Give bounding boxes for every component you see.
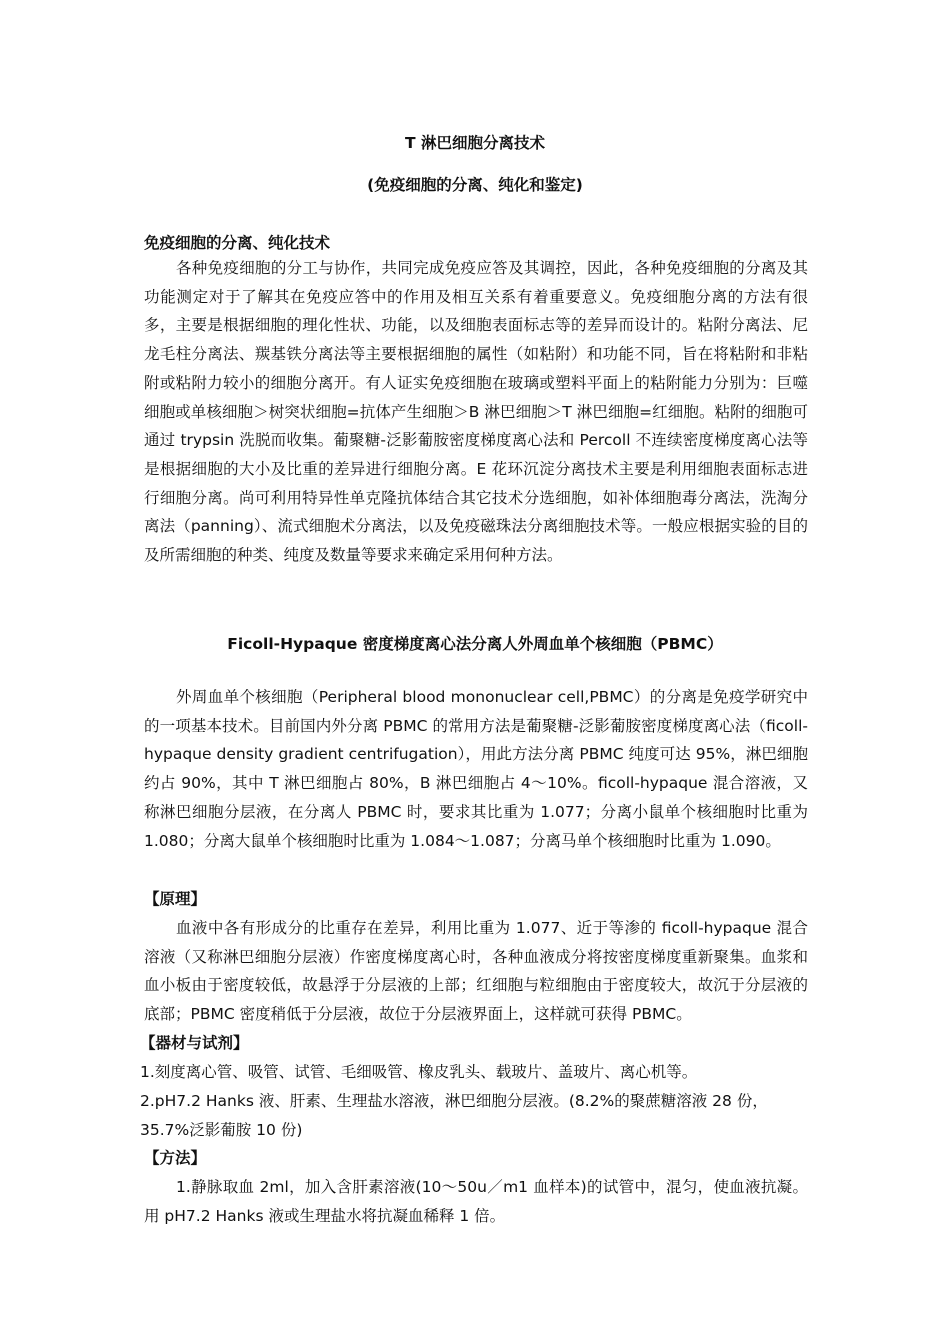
section-heading-isolation: 免疫细胞的分离、纯化技术	[144, 234, 331, 252]
section-paragraph-pbmc-intro: 外周血单个核细胞（Peripheral blood mononuclear cell,PBMC）的分离是免疫学研究中的一项基本技术。目前国内外分离 PBMC 的常用方法是葡聚糖-泛影葡胺密度梯度离心法（ficoll-hypaque density gradient centrifugation），用此方法分离 PBMC 纯度可达 95%，淋巴细胞约占 90%，其中 T 淋巴细胞占 80%，B 淋巴细胞占 4～10%。ficoll-hypaque 混合溶液，又称淋巴细胞分层液，在分离人 PBMC 时，要求其比重为 1.077；分离小鼠单个核细胞时比重为 1.080；分离大鼠单个核细胞时比重为 1.084～1.087；分离马单个核细胞时比重为 1.090。	[144, 688, 808, 850]
section-paragraph-isolation: 各种免疫细胞的分工与协作，共同完成免疫应答及其调控，因此，各种免疫细胞的分离及其功能测定对于了解其在免疫应答中的作用及相互关系有着重要意义。免疫细胞分离的方法有很多，主要是根据细胞的理化性状、功能，以及细胞表面标志等的差异而设计的。粘附分离法、尼龙毛柱分离法、羰基铁分离法等主要根据细胞的属性（如粘附）和功能不同，旨在将粘附和非粘附或粘附力较小的细胞分离开。有人证实免疫细胞在玻璃或塑料平面上的粘附能力分别为：巨噬细胞或单核细胞＞树突状细胞=抗体产生细胞＞B 淋巴细胞＞T 淋巴细胞=红细胞。粘附的细胞可通过 trypsin 洗脱而收集。葡聚糖-泛影葡胺密度梯度离心法和 Percoll 不连续密度梯度离心法等是根据细胞的大小及比重的差异进行细胞分离。E 花环沉淀分离技术主要是利用细胞表面标志进行细胞分离。尚可利用特异性单克隆抗体结合其它技术分选细胞，如补体细胞毒分离法，洗淘分离法（panning）、流式细胞术分离法，以及免疫磁珠法分离细胞技术等。一般应根据实验的目的及所需细胞的种类、纯度及数量等要求来确定采用何种方法。	[144, 259, 808, 565]
doc-title: T 淋巴细胞分离技术	[405, 134, 545, 152]
materials-item-2: 2.pH7.2 Hanks 液、肝素、生理盐水溶液，淋巴细胞分层液。(8.2%的聚蔗糖溶液 28 份，35.7%泛影葡胺 10 份)	[140, 1092, 768, 1139]
method-step-1: 1.静脉取血 2ml，加入含肝素溶液(10～50u／m1 血样本)的试管中，混匀，使血液抗凝。用 pH7.2 Hanks 液或生理盐水将抗凝血稀释 1 倍。	[144, 1178, 808, 1225]
method-heading: 【方法】	[144, 1149, 207, 1167]
principle-heading: 【原理】	[144, 890, 207, 908]
materials-heading: 【器材与试剂】	[140, 1034, 249, 1052]
doc-subtitle: (免疫细胞的分离、纯化和鉴定)	[367, 176, 583, 194]
principle-paragraph: 血液中各有形成分的比重存在差异，利用比重为 1.077、近于等渗的 ficoll-hypaque 混合溶液（又称淋巴细胞分层液）作密度梯度离心时，各种血液成分将按密度梯度重新聚集。血浆和血小板由于密度较低，故悬浮于分层液的上部；红细胞与粒细胞由于密度较大，故沉于分层液的底部；PBMC 密度稍低于分层液，故位于分层液界面上，这样就可获得 PBMC。	[144, 919, 808, 1024]
section-title-ficoll: Ficoll-Hypaque 密度梯度离心法分离人外周血单个核细胞（PBMC）	[227, 635, 723, 653]
materials-item-1: 1.刻度离心管、吸管、试管、毛细吸管、橡皮乳头、载玻片、盖玻片、离心机等。	[140, 1063, 698, 1081]
